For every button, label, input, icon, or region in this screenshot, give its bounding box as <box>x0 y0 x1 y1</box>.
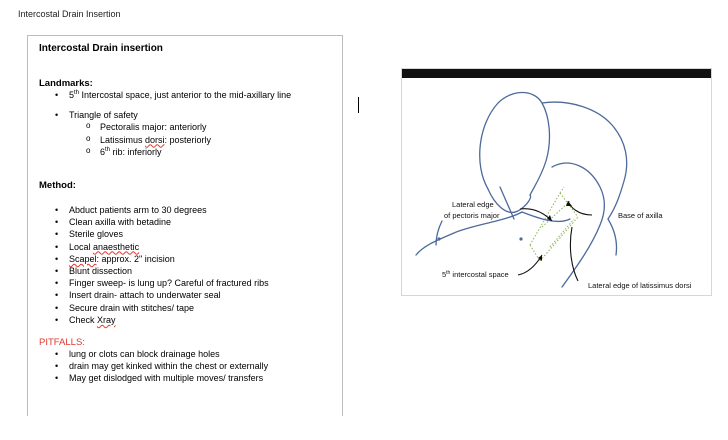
list-item <box>39 314 336 326</box>
list-item: • Sterile gloves <box>39 228 336 240</box>
label-pectoris-major: of pectoris major <box>444 211 500 220</box>
sub-list-item <box>39 134 336 146</box>
list-item-text: Local <box>69 241 94 252</box>
nipple-marker <box>519 237 522 240</box>
pitfalls-title: PITFALLS: <box>39 337 85 349</box>
spellcheck-word: anaesthetic <box>93 241 140 252</box>
ordinal-number: 5 <box>442 270 447 279</box>
list-item: • Secure drain with stitches/ tape <box>39 302 336 314</box>
ordinal-suffix: th <box>446 270 451 276</box>
method-title: Method: <box>39 180 76 192</box>
spellcheck-word: dorsi <box>145 134 165 145</box>
method-list <box>39 204 336 326</box>
list-item: • Insert drain- attach to underwater seal <box>39 289 336 301</box>
landmarks-title: Landmarks: <box>39 78 93 89</box>
list-item: • lung or clots can block drainage holes <box>39 348 336 360</box>
ordinal-number: 5 <box>69 90 75 100</box>
list-item: • drain may get kinked within the chest or externally <box>39 360 336 372</box>
label-intercostal-space <box>442 270 509 279</box>
document-page <box>27 35 343 416</box>
landmarks-list <box>39 89 336 158</box>
list-item-text: Check <box>69 314 98 325</box>
page-title: Intercostal Drain Insertion <box>18 9 121 19</box>
label-text: intercostal space <box>450 270 509 279</box>
pitfalls-list <box>39 348 336 385</box>
anatomy-figure <box>401 68 712 296</box>
sub-list-item <box>39 146 336 158</box>
list-item <box>39 241 336 253</box>
nipple-marker <box>437 237 440 240</box>
list-item-text: rib: inferiorly <box>110 146 162 157</box>
list-item: • Triangle of safety <box>39 109 336 121</box>
label-latissimus-dorsi: Lateral edge of latissimus dorsi <box>588 281 692 290</box>
text-cursor <box>358 97 359 113</box>
ordinal-number: 6 <box>100 146 106 157</box>
list-item-text: Latissimus <box>100 134 146 145</box>
list-item: • Finger sweep- is lung up? Careful of fractured ribs <box>39 277 336 289</box>
list-item: • Blunt dissection <box>39 265 336 277</box>
spellcheck-word: Scapel <box>69 253 97 264</box>
list-item <box>39 253 336 265</box>
label-lateral-edge-pec: Lateral edge <box>452 200 494 209</box>
list-item <box>39 89 336 101</box>
anatomy-illustration <box>402 69 713 297</box>
ordinal-suffix: th <box>74 90 80 96</box>
list-item: • May get dislodged with multiple moves/ transfers <box>39 372 336 384</box>
label-base-of-axilla: Base of axilla <box>618 211 663 220</box>
list-item-text: : approx. 2" incision <box>96 253 175 264</box>
ordinal-suffix: th <box>105 146 111 153</box>
list-item-text: : posteriorly <box>164 134 212 145</box>
list-item-text: Intercostal space, just anterior to the mid-axillary line <box>79 90 292 100</box>
list-item: • Abduct patients arm to 30 degrees <box>39 204 336 216</box>
sub-list-item: o Pectoralis major: anteriorly <box>39 121 336 133</box>
spellcheck-word: Xray <box>97 314 116 325</box>
spacer <box>39 101 336 109</box>
list-item: • Clean axilla with betadine <box>39 216 336 228</box>
doc-heading: Intercostal Drain insertion <box>39 43 163 54</box>
